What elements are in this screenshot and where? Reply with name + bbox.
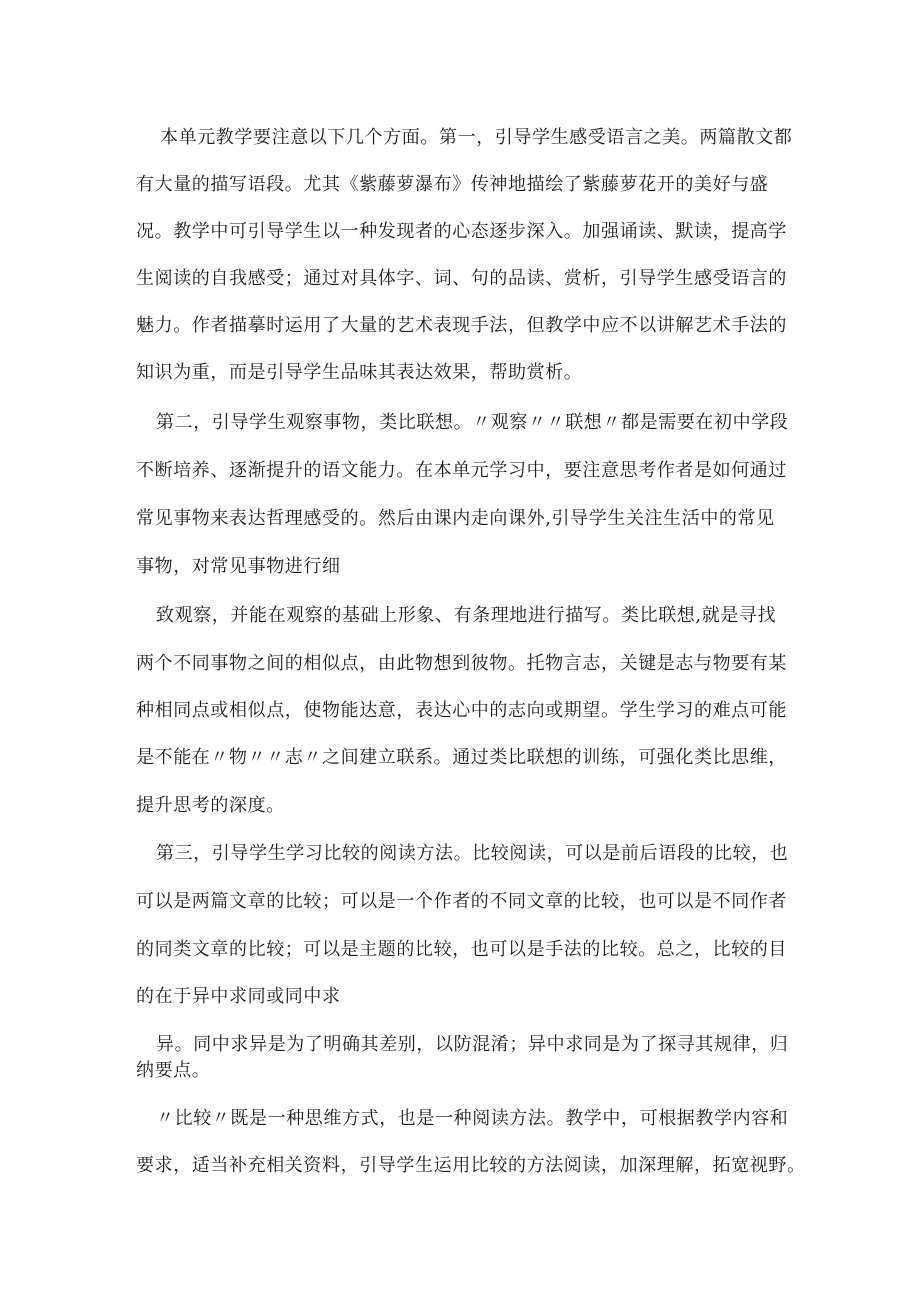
text-line-7: 第二，引导学生观察事物，类比联想。〃观察〃〃联想〃都是需要在初中学段 [156,412,789,433]
text-line-4: 生阅读的自我感受；通过对具体字、词、句的品读、赏析，引导学生感受语言的 [136,268,787,289]
text-line-5: 魅力。作者描摹时运用了大量的艺术表现手法，但教学中应不以讲解艺术手法的 [136,315,787,336]
text-line-20: 异。同中求异是为了明确其差别，以防混淆；异中求同是为了探寻其规律，归 [156,1034,789,1055]
text-line-16: 第三，引导学生学习比较的阅读方法。比较阅读，可以是前后语段的比较，也 [156,843,789,864]
text-line-9: 常见事物来表达哲理感受的。然后由课内走向课外,引导学生关注生活中的常见 [136,508,775,529]
text-line-23: 要求，适当补充相关资料，引导学生运用比较的方法阅读，加深理解，拓宽视野。 [136,1155,806,1176]
text-line-12: 两个不同事物之间的相似点，由此物想到彼物。托物言志，关键是志与物要有某 [136,653,787,674]
text-line-15: 提升思考的深度。 [136,795,285,816]
text-line-19: 的在于异中求同或同中求 [136,986,341,1007]
text-line-14: 是不能在〃物〃〃志〃之间建立联系。通过类比联想的训练，可强化类比思维， [136,747,787,768]
text-line-2: 有大量的描写语段。尤其《紫藤萝瀑布》传神地描绘了紫藤萝花开的美好与盛 [136,174,769,195]
text-line-1: 本单元教学要注意以下几个方面。第一，引导学生感受语言之美。两篇散文都 [160,127,793,148]
text-line-8: 不断培养、逐渐提升的语文能力。在本单元学习中，要注意思考作者是如何通过 [136,460,787,481]
text-line-18: 的同类文章的比较；可以是主题的比较，也可以是手法的比较。总之，比较的目 [136,939,787,960]
text-line-22: 〃比较〃既是一种思维方式，也是一种阅读方法。教学中，可根据教学内容和 [156,1108,789,1129]
text-line-6: 知识为重，而是引导学生品味其表达效果，帮助赏析。 [136,362,583,383]
text-line-10: 事物，对常见事物进行细 [136,556,341,577]
text-line-11: 致观察，并能在观察的基础上形象、有条理地进行描写。类比联想,就是寻找 [156,605,777,626]
text-line-21: 纳要点。 [136,1060,211,1081]
text-line-3: 况。教学中可引导学生以一种发现者的心态逐步深入。加强诵读、默读，提高学 [136,221,787,242]
text-line-17: 可以是两篇文章的比较；可以是一个作者的不同文章的比较，也可以是不同作者 [136,891,787,912]
text-line-13: 种相同点或相似点，使物能达意，表达心中的志向或期望。学生学习的难点可能 [136,700,787,721]
